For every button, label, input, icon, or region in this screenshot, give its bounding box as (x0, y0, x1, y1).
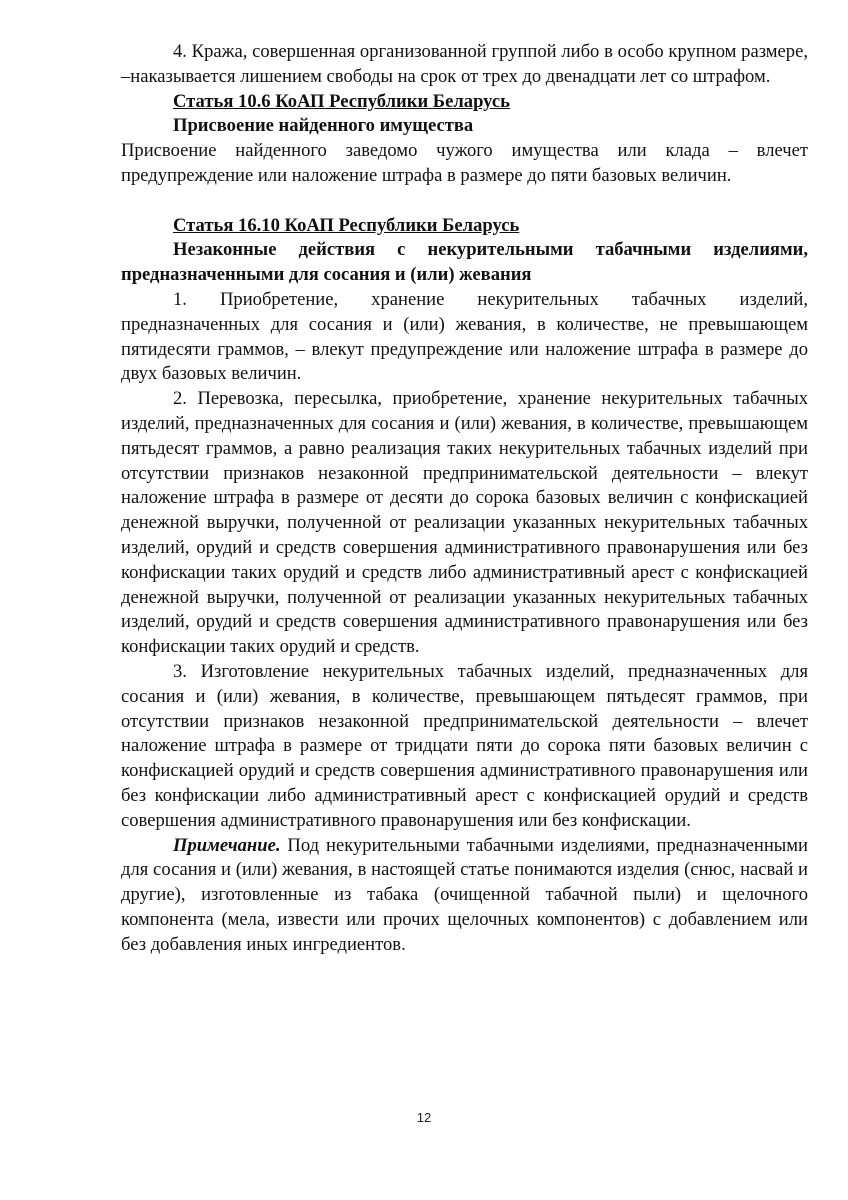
page-number: 12 (416, 1110, 432, 1125)
article-16-10-heading: Статья 16.10 КоАП Республики Беларусь (173, 214, 520, 236)
article-16-10-item-2: 2. Перевозка, пересылка, приобретение, хранение некурительных табачных изделий, предназначенных для сосания и (или) жевания, в количестве, превышающем пятьдесят граммов, а равно реализация таких некурительных табачных изделий при отсутствии признаков незаконной предпринимательской деятельности – влекут наложение штрафа в размере от десяти до сорока базовых величин с конфискацией денежной выручки, полученной от реализации указанных некурительных табачных изделий, орудий и средств совершения административного правонарушения или без конфискации таких орудий и средств либо административный арест с конфискацией денежной выручки, полученной от реализации указанных некурительных табачных изделий, орудий и средств совершения административного правонарушения или без конфискации таких орудий и средств. (121, 388, 808, 658)
article-16-10-item-3: 3. Изготовление некурительных табачных изделий, предназначенных для сосания и (или) жевания, в количестве, превышающем пятьдесят граммов, при отсутствии признаков незаконной предпринимательской деятельности – влечет наложение штрафа в размере от тридцати пяти до сорока пяти базовых величин с конфискацией орудий и средств совершения административного правонарушения или без конфискации либо административный арест с конфискацией орудий и средств совершения административного правонарушения или без конфискации. (121, 660, 808, 831)
article-10-6-body: Присвоение найденного заведомо чужого имущества или клада – влечет предупреждение или наложение штрафа в размере до пяти базовых величин. (121, 140, 808, 186)
article-16-10-note (121, 834, 808, 958)
note-text: Под некурительными табачными изделиями, предназначенными для сосания и (или) жевания, в настоящей статье понимаются изделия (снюс, насвай и другие), изготовленные из табака (очищенной табачной пыли) и щелочного компонента (мела, извести или прочих щелочных компонентов) с добавлением или без добавления иных ингредиентов. (121, 834, 808, 955)
article-16-10-item-1: 1. Приобретение, хранение некурительных табачных изделий, предназначенных для сосания и (или) жевания, в количестве, не превышающем пятидесяти граммов, – влекут предупреждение или наложение штрафа в размере до двух базовых величин. (121, 288, 808, 385)
article-16-10-title: Незаконные действия с некурительными табачными изделиями, предназначенными для сосания и (или) жевания (121, 239, 808, 286)
spacer (121, 189, 808, 214)
theft-paragraph: 4. Кража, совершенная организованной группой либо в особо крупном размере, –наказывается лишением свободы на срок от трех до двенадцати лет со штрафом. (121, 41, 808, 87)
article-10-6-title: Присвоение найденного имущества (173, 115, 474, 137)
document-page (121, 40, 808, 957)
article-10-6-heading: Статья 10.6 КоАП Республики Беларусь (173, 90, 510, 112)
note-label: Примечание. (173, 834, 281, 856)
